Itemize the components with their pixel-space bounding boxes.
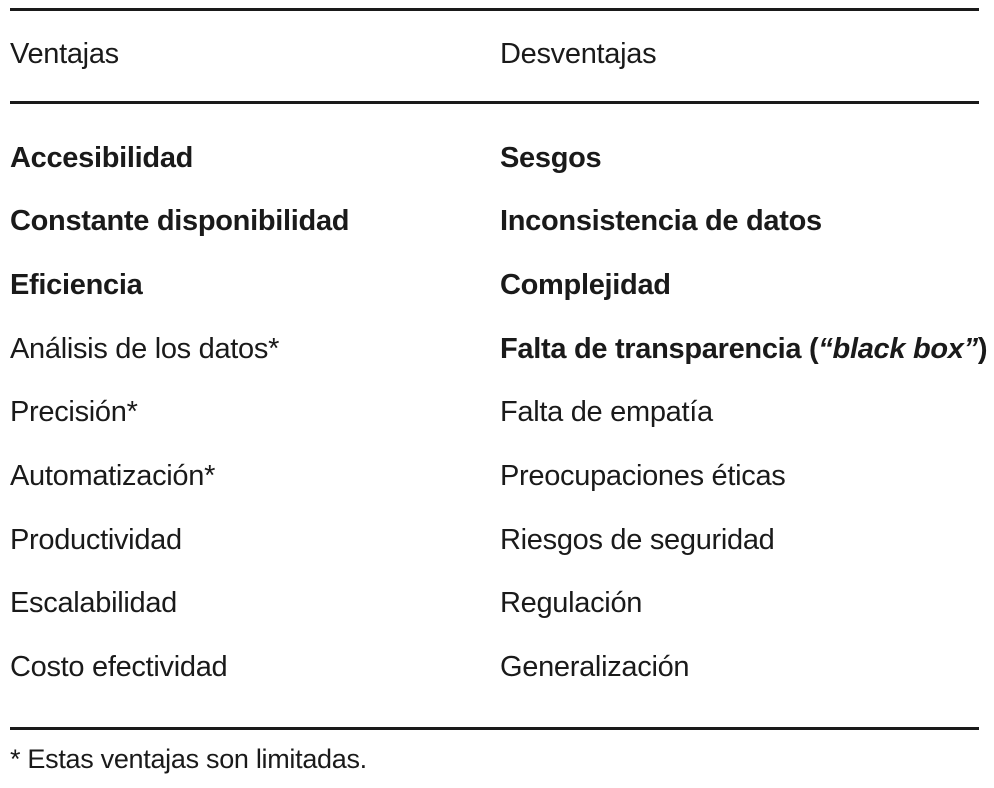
advantage-cell: Análisis de los datos* [10,333,280,365]
advantage-cell: Accesibilidad [10,142,194,174]
header-disadvantages: Desventajas [500,38,657,70]
disadvantage-cell: Complejidad [500,269,671,301]
disadvantage-cell [500,332,987,366]
disadvantage-cell: Sesgos [500,142,602,174]
disadvantage-cell: Generalización [500,651,690,683]
bottom-rule [10,727,979,730]
disadvantage-text: Falta de transparencia ( [500,333,819,365]
advantage-cell: Precisión* [10,396,138,428]
black-box-italic: “black box” [818,333,978,365]
advantages-disadvantages-table [10,0,988,788]
disadvantage-cell: Preocupaciones éticas [500,460,786,492]
disadvantage-cell: Falta de empatía [500,396,713,428]
advantage-cell: Automatización* [10,460,216,492]
closing-paren: ) [977,333,988,365]
disadvantage-cell: Regulación [500,587,643,619]
advantage-cell: Costo efectividad [10,651,228,683]
top-rule [10,8,979,11]
advantage-cell: Escalabilidad [10,587,177,619]
header-rule [10,101,979,104]
advantage-cell: Productividad [10,524,182,556]
disadvantage-cell: Riesgos de seguridad [500,524,775,556]
advantage-cell: Constante disponibilidad [10,205,350,237]
header-advantages: Ventajas [10,38,119,70]
advantage-cell: Eficiencia [10,269,143,301]
footnote: * Estas ventajas son limitadas. [10,744,367,774]
disadvantage-cell: Inconsistencia de datos [500,205,822,237]
